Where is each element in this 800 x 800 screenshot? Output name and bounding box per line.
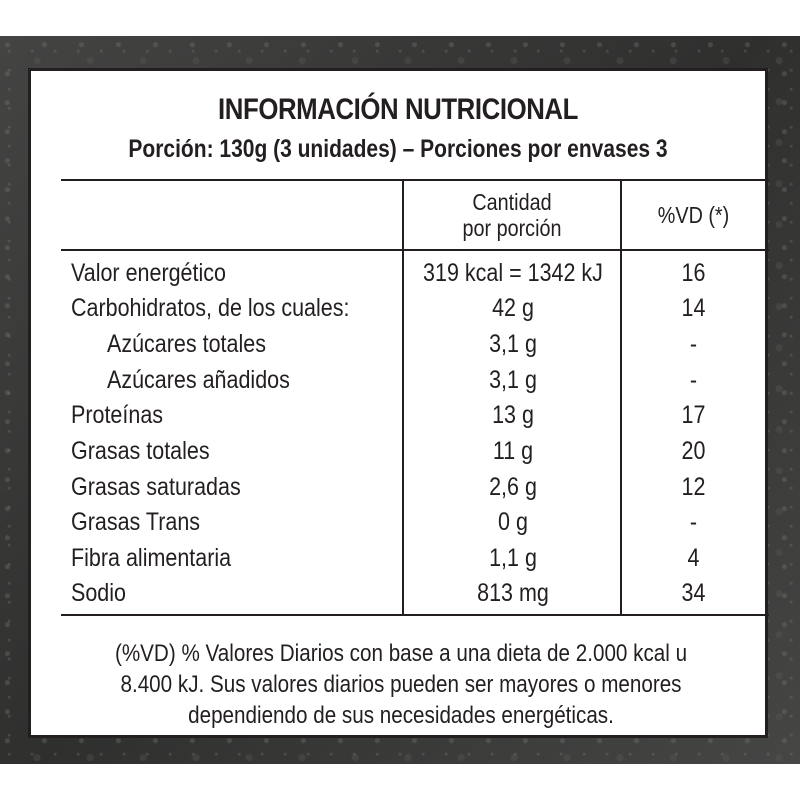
nutrient-name: Azúcares añadidos — [107, 366, 290, 394]
nutrient-quantity: 42 g — [492, 294, 534, 322]
nutrient-vd: - — [689, 330, 698, 358]
table-row — [31, 544, 765, 579]
nutrient-vd: 17 — [681, 401, 706, 429]
nutrient-vd: - — [689, 508, 698, 536]
label-title: INFORMACIÓN NUTRICIONAL — [218, 93, 578, 126]
nutrient-name: Valor energético — [71, 259, 226, 287]
nutrient-quantity: 3,1 g — [489, 330, 537, 358]
quantity-header-line2: por porción — [462, 215, 562, 241]
footnote-line: dependiendo de sus necesidades energéticas. — [188, 702, 614, 729]
daily-values-footnote — [61, 638, 741, 731]
nutrient-name: Fibra alimentaria — [71, 544, 232, 572]
vd-header: %VD (*) — [657, 202, 730, 228]
quantity-header — [419, 189, 605, 241]
nutrient-quantity: 3,1 g — [489, 366, 537, 394]
nutrient-quantity: 13 g — [492, 401, 534, 429]
table-row — [31, 259, 765, 294]
serving-info: Porción: 130g (3 unidades) – Porciones por envases 3 — [128, 135, 668, 163]
nutrient-name: Azúcares totales — [107, 330, 266, 358]
header-bottom-rule — [61, 249, 769, 251]
nutrient-quantity: 0 g — [498, 508, 528, 536]
nutrient-quantity: 11 g — [492, 437, 534, 465]
table-row — [31, 437, 765, 472]
nutrient-quantity: 2,6 g — [489, 473, 537, 501]
nutrition-facts-panel — [28, 68, 768, 738]
table-row — [31, 508, 765, 543]
nutrient-vd: 16 — [681, 259, 706, 287]
nutrient-vd: 20 — [681, 437, 706, 465]
nutrient-vd: 14 — [681, 294, 706, 322]
footnote-line: (%VD) % Valores Diarios con base a una dieta de 2.000 kcal u — [114, 640, 688, 667]
nutrient-name: Sodio — [71, 579, 126, 607]
nutrient-quantity: 319 kcal = 1342 kJ — [423, 259, 603, 287]
table-row — [31, 294, 765, 329]
nutrient-name: Carbohidratos, de los cuales: — [71, 294, 350, 322]
table-bottom-rule — [61, 614, 769, 616]
nutrient-vd: 12 — [681, 473, 706, 501]
nutrient-name: Grasas saturadas — [71, 473, 241, 501]
nutrient-quantity: 1,1 g — [489, 544, 537, 572]
table-top-rule — [61, 179, 769, 181]
nutrient-name: Grasas Trans — [71, 508, 201, 536]
quantity-header-line1: Cantidad — [472, 189, 552, 215]
nutrient-name: Proteínas — [71, 401, 164, 429]
nutrient-name: Grasas totales — [71, 437, 210, 465]
table-row — [31, 473, 765, 508]
table-row — [31, 366, 765, 401]
table-row — [31, 579, 765, 614]
nutrient-vd: 34 — [681, 579, 706, 607]
table-row — [31, 330, 765, 365]
nutrient-vd: 4 — [687, 544, 700, 572]
nutrient-vd: - — [689, 366, 698, 394]
footnote-line: 8.400 kJ. Sus valores diarios pueden ser mayores o menores — [120, 671, 682, 698]
nutrient-quantity: 813 mg — [477, 579, 549, 607]
table-row — [31, 401, 765, 436]
